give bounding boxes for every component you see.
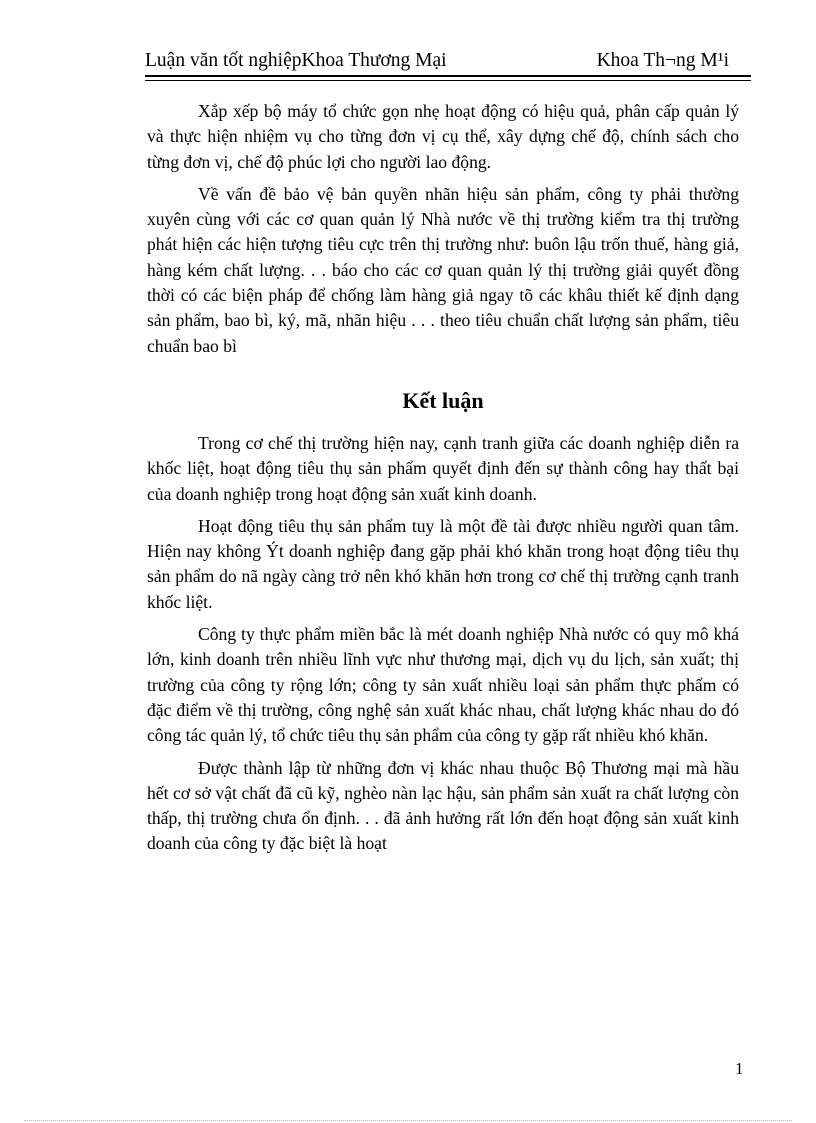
paragraph: Xắp xếp bộ máy tổ chức gọn nhẹ hoạt động có hiệu quả, phân cấp quản lý và thực hiện nhiệm vụ cho từng đơn vị cụ thể, xây dựng chế độ, chính sách cho từng đơn vị, chế độ phúc lợi cho người lao động. [147,101,739,172]
page-header [145,48,751,74]
paragraph: Trong cơ chế thị trường hiện nay, cạnh tranh giữa các doanh nghiệp diễn ra khốc liệt, hoạt động tiêu thụ sản phẩm quyết định đến sự thành công hay thất bại của doanh nghiệp trong hoạt động sản xuất kinh doanh. [147,432,739,504]
header-rule-thick [145,75,751,77]
header-right-text: Khoa Th¬ng M¹i [596,50,729,71]
document-body [147,99,739,864]
paragraph: Hoạt động tiêu thụ sản phẩm tuy là một đề tài được nhiều người quan tâm. Hiện nay không Ýt doanh nghiệp đang gặp phải khó khăn trong hoạt động tiêu thụ sản phẩm do nã ngày càng trở nên khó khăn hơn trong cơ chế thị trường cạnh tranh khốc liệt. [147,515,739,612]
paragraph: Công ty thực phẩm miền bắc là mét doanh nghiệp Nhà nước có quy mô khá lớn, kinh doanh trên nhiều lĩnh vực như thương mại, dịch vụ du lịch, sản xuất; thị trường của công ty rộng lớn; công ty sản xuất nhiều loại sản phẩm thực phẩm có đặc điểm về thị trường, công nghệ sản xuất khác nhau, chất lượng khác nhau do đó công tác quản lý, tổ chức tiêu thụ sản phẩm của công ty gặp rất nhiều khó khăn. [147,624,739,746]
header-left-text: Luận văn tốt nghiệpKhoa Thương Mại [145,50,447,71]
page-bottom-border [24,1120,792,1121]
page-number: 1 [735,1059,744,1078]
header-rule-thin [145,80,751,81]
paragraph: Được thành lập từ những đơn vị khác nhau thuộc Bộ Thương mại mà hầu hết cơ sở vật chất đã cũ kỹ, nghèo nàn lạc hậu, sản phẩm sản xuất ra chất lượng còn thấp, thị trường chưa ổn định. . . đã ảnh hưởng rất lớn đến hoạt động sản xuất kinh doanh của công ty đặc biệt là hoạt [147,757,739,854]
conclusion-heading: Kết luận [402,387,484,413]
paragraph: Về vấn đề bảo vệ bản quyền nhãn hiệu sản phẩm, công ty phải thường xuyên cùng với các cơ quan quản lý Nhà nước về thị trường kiểm tra thị trường phát hiện các hiện tượng tiêu cực trên thị trường như: buôn lậu trốn thuế, hàng giả, hàng kém chất lượng. . . báo cho các cơ quan quản lý thị trường giải quyết đồng thời có các biện pháp để chống làm hàng giả ngay tõ các khâu thiết kế định dạng sản phẩm, bao bì, ký, mã, nhãn hiệu . . . theo tiêu chuẩn chất lượng sản phẩm, tiêu chuẩn bao bì [147,183,739,356]
